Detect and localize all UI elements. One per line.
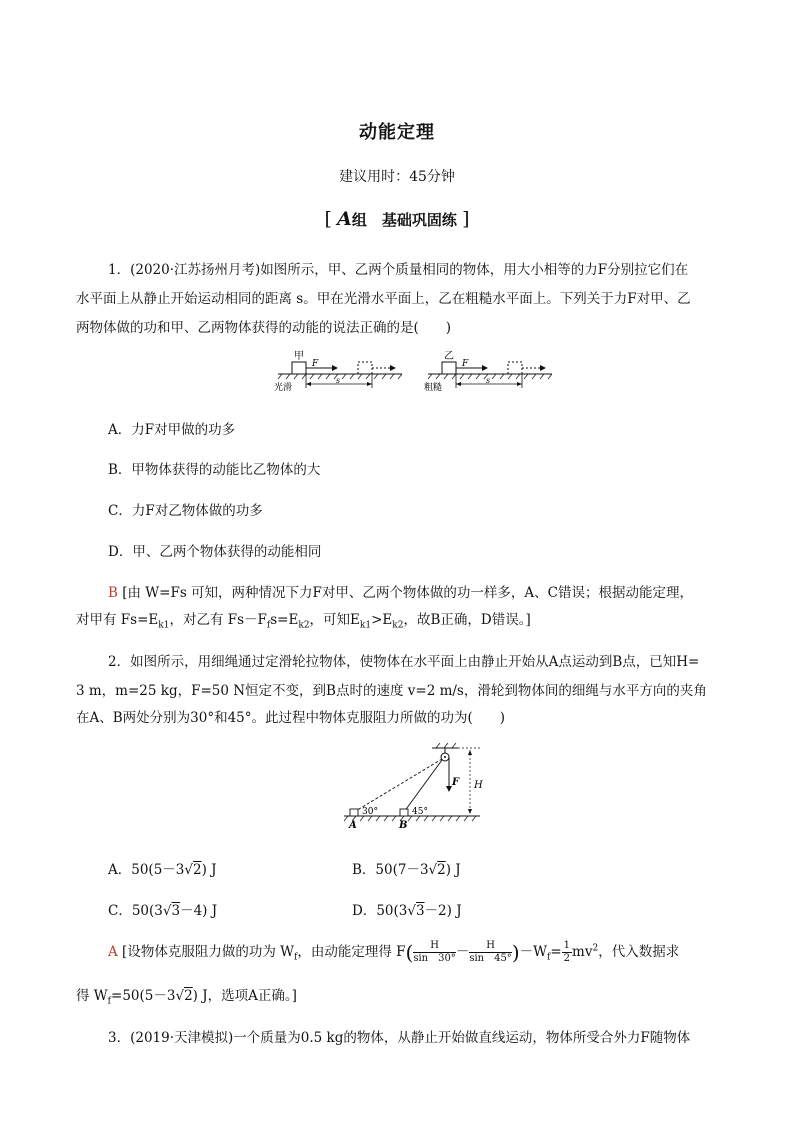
frac-h-sin30: $\frac{H}{\sin 30^\circ}$ xyxy=(413,940,456,964)
q2-figure xyxy=(340,742,490,832)
q2-line-1: 2．如图所示，用细绳通过定滑轮拉物体，使物体在水平面上由静止开始从A点运动到B点，已知H= xyxy=(108,654,700,670)
q1-left-diagram xyxy=(274,350,402,393)
block-at-b xyxy=(400,809,408,816)
frac-h-sin45: $\frac{H}{\sin 45^\circ}$ xyxy=(469,940,512,964)
block-jia xyxy=(292,362,306,374)
group-heading xyxy=(0,208,794,230)
distance-s-left: s xyxy=(336,376,341,385)
group-right-bracket: ] xyxy=(462,208,470,230)
q2-answer: A xyxy=(108,944,118,960)
distance-s-right: s xyxy=(486,376,491,385)
q2-angle-b: 45° xyxy=(412,807,428,817)
block-at-a xyxy=(350,809,358,816)
group-left-bracket: [ xyxy=(324,208,332,230)
group-label: 组 基础巩固练 xyxy=(351,211,457,229)
q2-option-a: A．50(5－3√2) J xyxy=(108,862,217,878)
block-yi xyxy=(442,362,456,374)
q2-line-2: 3 m，m=25 kg，F=50 N恒定不变，到B点时的速度 v=2 m/s，滑轮到物体间的细绳与水平方向的夹角 xyxy=(76,683,707,699)
q1-line-3: 两物体做的功和甲、乙两物体获得的动能的说法正确的是( ) xyxy=(76,320,452,336)
label-smooth: 光滑 xyxy=(274,383,293,393)
q2-option-b: B．50(7－3√2) J xyxy=(352,862,461,878)
q2-point-a: A xyxy=(349,820,357,831)
suggested-time: 建议用时：45分钟 xyxy=(339,169,455,185)
q1-line-2: 水平面上从静止开始运动相同的距离 s。甲在光滑水平面上，乙在粗糙水平面上。下列关于力F对甲、乙 xyxy=(76,291,691,307)
q1-option-c: C．力F对乙物体做的功多 xyxy=(108,503,263,519)
label-jia: 甲 xyxy=(294,351,304,362)
q2-line-3: 在A、B两处分别为30°和45°。此过程中物体克服阻力所做的功为( ) xyxy=(76,710,506,726)
q2-force-f: F xyxy=(452,777,460,788)
q2-option-c: C．50(3√3－4) J xyxy=(108,903,218,919)
label-rough: 粗糙 xyxy=(424,383,443,393)
q2-explanation-line-1: A [设物体克服阻力做的功为 $W_f$，由动能定理得 F( $\frac{H}{\sin 30^\circ}$ － $\frac{H}{\sin 45^\circ}$ )$-W_f=$ $\frac{1}{2}$ $mv^2$，代入数据求 xyxy=(108,940,680,965)
force-f-right: F xyxy=(462,359,469,369)
q1-option-d: D．甲、乙两个物体获得的动能相同 xyxy=(108,544,322,560)
q1-answer: B xyxy=(108,585,118,601)
q1-line-1: 1．(2020·江苏扬州月考)如图所示，甲、乙两个质量相同的物体，用大小相等的力F分别拉它们在 xyxy=(108,262,689,278)
q1-option-b: B．甲物体获得的动能比乙物体的大 xyxy=(108,462,321,478)
label-yi: 乙 xyxy=(444,351,454,362)
q2-point-b: B xyxy=(399,820,408,831)
q1-explanation-line-2: 对甲有 $Fs=E_{k1}$，对乙有 $Fs-F_fs=E_{k2}$，可知$E_{k1}>E_{k2}$，故B正确，D错误。] xyxy=(76,612,531,631)
frac-one-half: $\frac{1}{2}$ xyxy=(563,940,571,964)
q3-line-1: 3．(2019·天津模拟)一个质量为0.5 kg的物体，从静止开始做直线运动，物体所受合外力F随物体 xyxy=(108,1030,691,1046)
q2-option-d: D．50(3√3－2) J xyxy=(352,903,462,919)
q1-explanation-line-1 xyxy=(108,581,693,601)
q2-height-h: H xyxy=(474,780,483,791)
force-f-left: F xyxy=(312,359,319,369)
q1-explanation-text-1: [由 W=Fs 可知，两种情况下力F对甲、乙两个物体做的功一样多，A、C错误；根据动能定理， xyxy=(122,585,693,601)
q1-option-a: A．力F对甲做的功多 xyxy=(108,422,236,438)
q1-right-diagram xyxy=(424,350,552,393)
q1-figure xyxy=(270,348,560,394)
page-title: 动能定理 xyxy=(359,122,435,143)
group-grade: A xyxy=(337,208,352,230)
q2-explanation-line-2: 得 $W_f=50(5-3√2)$ J，选项A正确。] xyxy=(76,988,297,1007)
q2-angle-a: 30° xyxy=(362,807,378,817)
